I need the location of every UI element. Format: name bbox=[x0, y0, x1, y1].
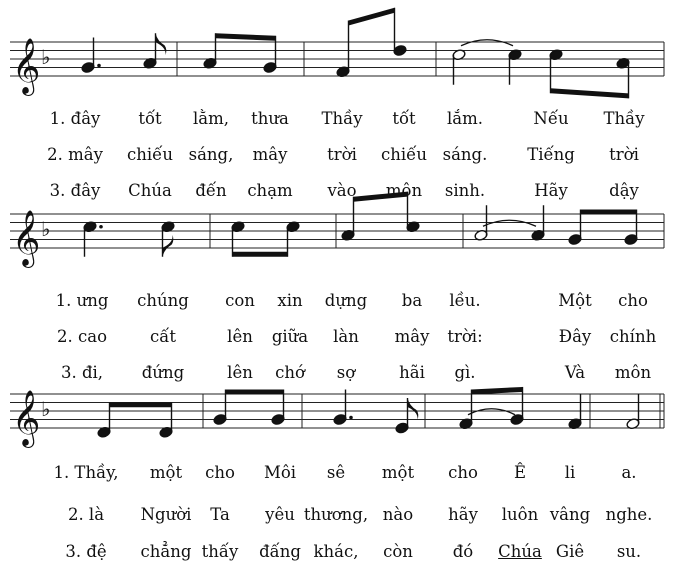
lyric-syllable: cho bbox=[448, 463, 478, 482]
lyric-syllable: đứng bbox=[141, 363, 185, 382]
flat-sign-icon: ♭ bbox=[41, 45, 51, 69]
lyric-syllable: vào bbox=[327, 181, 357, 200]
lyric-syllable: khác, bbox=[313, 542, 359, 561]
note-beam bbox=[110, 402, 172, 407]
lyric-syllable: luôn bbox=[501, 505, 539, 524]
lyric-syllable: gì. bbox=[454, 363, 476, 382]
lyric-syllable: chính bbox=[609, 327, 657, 346]
lyric-syllable: trời bbox=[327, 145, 357, 164]
tie bbox=[468, 409, 515, 415]
lyric-syllable: Thầy bbox=[603, 109, 645, 128]
lyric-syllable: dựng bbox=[324, 291, 368, 310]
lyric-syllable: hãy bbox=[448, 505, 478, 524]
lyric-syllable: chẳng bbox=[140, 542, 192, 561]
lyric-syllable: làn bbox=[333, 327, 359, 346]
lyric-syllable: 3. đây bbox=[49, 181, 101, 200]
lyric-syllable: chúng bbox=[137, 291, 189, 310]
lyric-syllable: 1. Thầy, bbox=[53, 463, 119, 482]
note-beam bbox=[233, 252, 288, 257]
lyric-syllable: lên bbox=[227, 327, 253, 346]
lyric-syllable: Và bbox=[564, 363, 586, 382]
lyric-syllable: chớ bbox=[275, 363, 305, 382]
lyric-syllable: trời bbox=[609, 145, 639, 164]
lyric-syllable: sợ bbox=[336, 363, 356, 382]
lyric-syllable: sê bbox=[326, 463, 346, 482]
lyric-syllable: 1. đây bbox=[49, 109, 101, 128]
eighth-flag bbox=[408, 398, 419, 420]
slur bbox=[461, 40, 513, 46]
lyric-syllable: Nếu bbox=[533, 109, 569, 128]
eighth-flag bbox=[163, 235, 174, 257]
lyric-syllable: xin bbox=[277, 291, 303, 310]
lyric-syllable: môn bbox=[385, 181, 423, 200]
treble-clef-icon: 𝄞 bbox=[12, 390, 41, 446]
lyric-syllable: 2. mây bbox=[47, 145, 103, 164]
lyric-syllable: chạm bbox=[247, 181, 293, 200]
lyric-syllable: nào bbox=[382, 505, 414, 524]
lyric-syllable: đó bbox=[452, 542, 474, 561]
note-beam bbox=[216, 33, 276, 41]
lyric-syllable: lều. bbox=[449, 291, 481, 310]
lyric-syllable: đến bbox=[195, 181, 227, 200]
tie bbox=[483, 220, 536, 226]
lyric-syllable: lằm, bbox=[192, 109, 230, 128]
lyric-syllable: Chúa bbox=[498, 542, 542, 561]
eighth-flag bbox=[156, 33, 167, 55]
lyric-syllable: Một bbox=[558, 291, 592, 310]
lyric-syllable: chiếu bbox=[127, 145, 173, 164]
note-beam bbox=[472, 387, 523, 395]
lyric-syllable: mây bbox=[394, 327, 430, 346]
lyric-syllable: cho bbox=[618, 291, 648, 310]
lyric-syllable: Chúa bbox=[128, 181, 172, 200]
lyric-syllable: chiếu bbox=[381, 145, 427, 164]
lyric-syllable: hãi bbox=[399, 363, 425, 382]
augmentation-dot bbox=[349, 416, 353, 420]
augmentation-dot bbox=[97, 64, 101, 68]
lyric-syllable: tốt bbox=[392, 109, 416, 128]
lyric-syllable: Thầy bbox=[321, 109, 363, 128]
lyric-syllable: một bbox=[149, 463, 183, 482]
lyric-syllable: Giê bbox=[555, 542, 585, 561]
lyric-syllable: Ta bbox=[210, 505, 230, 524]
flat-sign-icon: ♭ bbox=[41, 217, 51, 241]
flat-sign-icon: ♭ bbox=[41, 397, 51, 421]
lyric-syllable: lắm. bbox=[446, 109, 484, 128]
lyric-syllable: vâng bbox=[549, 505, 591, 524]
lyric-syllable: Ê bbox=[513, 463, 527, 482]
lyric-syllable: 1. ưng bbox=[55, 291, 109, 310]
lyric-syllable: cho bbox=[205, 463, 235, 482]
lyric-syllable: sáng, bbox=[188, 145, 234, 164]
lyric-syllable: su. bbox=[616, 542, 642, 561]
note-beam bbox=[581, 210, 637, 215]
lyric-syllable: trời: bbox=[447, 327, 483, 346]
lyric-syllable: 3. đi, bbox=[60, 363, 104, 382]
lyric-syllable: 2. cao bbox=[57, 327, 107, 346]
lyric-syllable: 2. là bbox=[67, 505, 105, 524]
lyric-syllable: còn bbox=[383, 542, 413, 561]
lyric-syllable: ba bbox=[401, 291, 423, 310]
note-beam bbox=[349, 8, 395, 26]
lyric-syllable: Hãy bbox=[534, 181, 568, 200]
treble-clef-icon: 𝄞 bbox=[12, 38, 41, 94]
augmentation-dot bbox=[99, 225, 103, 229]
lyric-syllable: tốt bbox=[138, 109, 162, 128]
lyric-syllable: Môi bbox=[263, 463, 297, 482]
lyric-syllable: dậy bbox=[609, 181, 639, 200]
lyric-syllable: thấy bbox=[201, 542, 239, 561]
lyric-syllable: đấng bbox=[259, 542, 301, 561]
lyric-syllable: Đây bbox=[558, 327, 592, 346]
lyric-syllable: sinh. bbox=[444, 181, 486, 200]
lyric-syllable: 3. đệ bbox=[65, 542, 107, 561]
lyric-syllable: một bbox=[381, 463, 415, 482]
lyric-syllable: Người bbox=[140, 505, 192, 524]
note-beam bbox=[226, 390, 284, 395]
lyric-syllable: thưa bbox=[251, 109, 289, 128]
lyric-syllable: sáng. bbox=[442, 145, 488, 164]
staff-system-3 bbox=[10, 387, 664, 448]
lyric-syllable: li bbox=[564, 463, 576, 482]
lyric-syllable: lên bbox=[227, 363, 253, 382]
lyric-syllable: con bbox=[225, 291, 255, 310]
lyric-syllable: nghe. bbox=[605, 505, 653, 524]
staff-system-2 bbox=[10, 192, 664, 268]
lyric-syllable: Tiếng bbox=[527, 145, 575, 164]
lyric-syllable: mây bbox=[252, 145, 288, 164]
lyric-syllable: yêu bbox=[265, 505, 295, 524]
lyric-syllable: a. bbox=[621, 463, 637, 482]
note-beam bbox=[551, 88, 629, 98]
lyric-syllable: giữa bbox=[271, 327, 309, 346]
lyric-syllable: cất bbox=[150, 327, 176, 346]
staff-system-1 bbox=[10, 8, 664, 99]
lyric-syllable: môn bbox=[614, 363, 652, 382]
treble-clef-icon: 𝄞 bbox=[12, 210, 41, 266]
lyric-syllable: thương, bbox=[303, 505, 369, 524]
